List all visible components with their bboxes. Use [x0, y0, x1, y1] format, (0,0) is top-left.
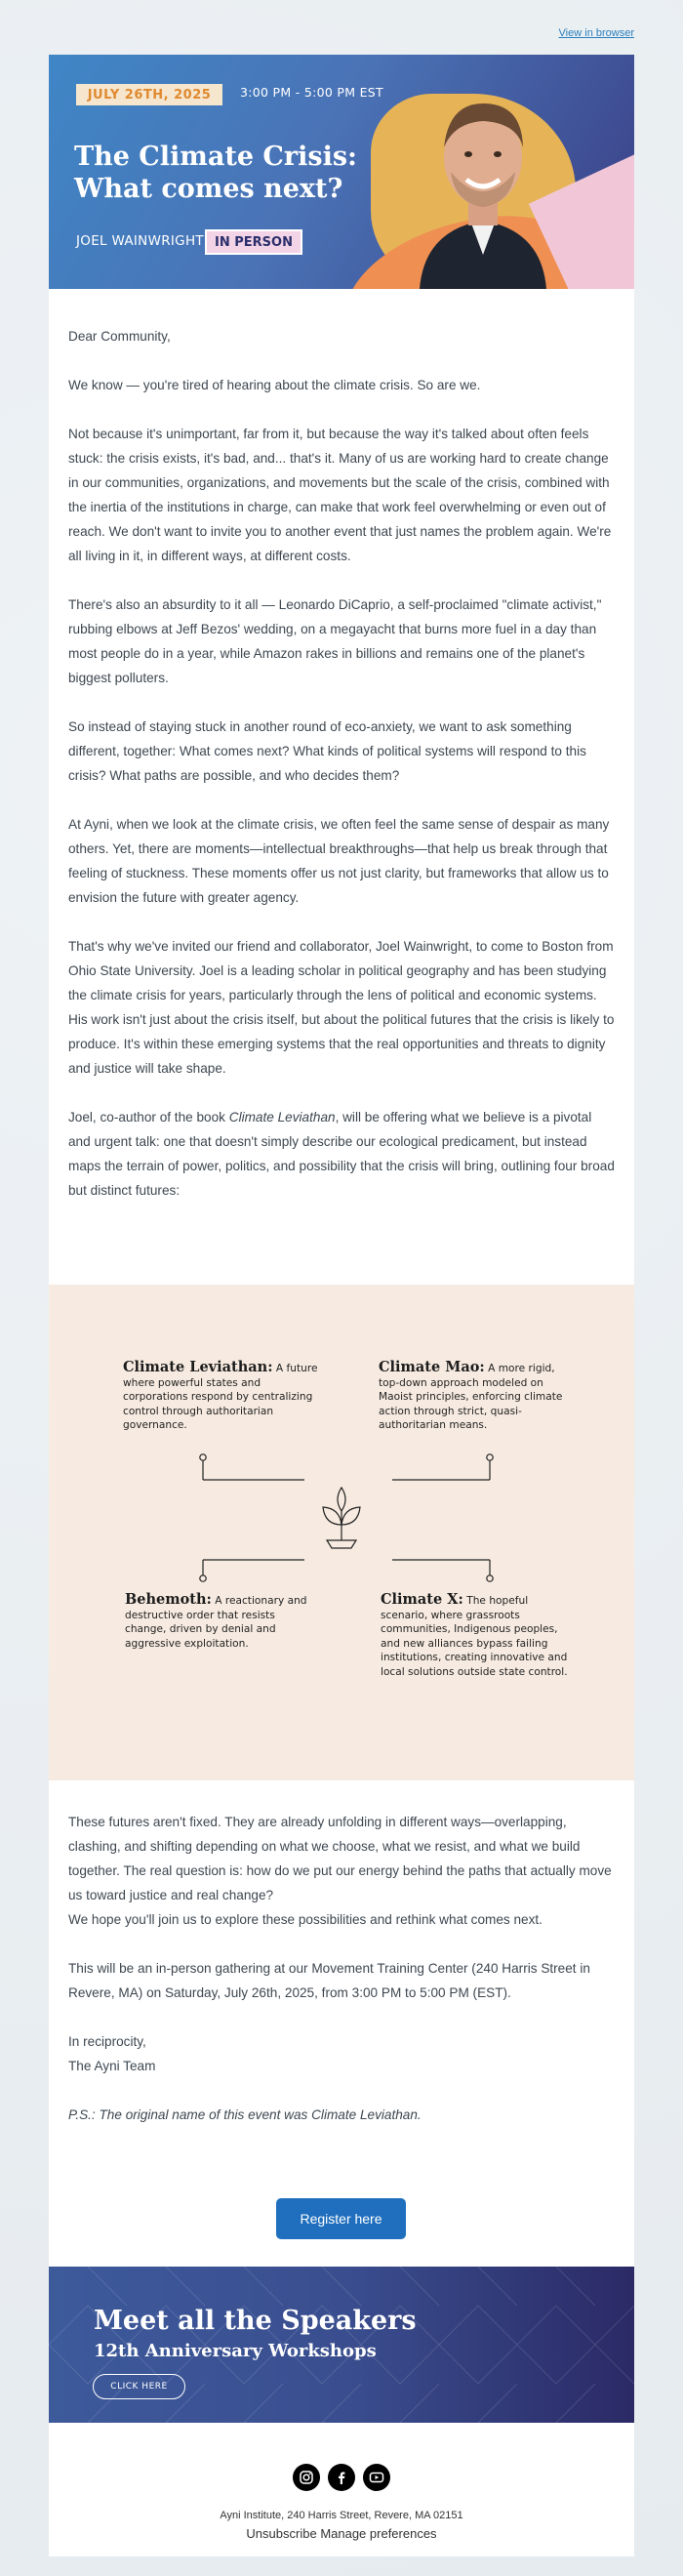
- connector-dot: [200, 1575, 206, 1581]
- unsubscribe-link[interactable]: Unsubscribe: [246, 2526, 317, 2541]
- speakers-banner[interactable]: [49, 2267, 634, 2423]
- paragraph: These futures aren't fixed. They are already unfolding in different ways—overlapping, clashing, and shifting depending on what we choose, what we resist, and what we build together. The real question is: how do we put our energy behind the paths that actually move us toward justice and real change?: [68, 1815, 612, 1902]
- speakers-title: Meet all the Speakers: [94, 2306, 417, 2336]
- paragraph: At Ayni, when we look at the climate crisis, we often feel the same sense of despair as many others. Yet, there are moments—intellectual breakthroughs—that help us break through that feeling of stuckness. These moments offer us not just clarity, but frameworks that allow us to envision the future with greater agency.: [68, 817, 610, 905]
- book-title: Climate Leviathan: [228, 1110, 336, 1124]
- paragraph: We know — you're tired of hearing about the climate crisis. So are we.: [68, 378, 481, 392]
- future-name: Behemoth:: [125, 1591, 212, 1608]
- paragraph: Not because it's unimportant, far from it, but because the way it's talked about often feels stuck: the crisis exists, it's bad, and... that's it. Many of us are working hard to create change in our communities, organizations, and movements but the scale of the crisis, combined with the inertia of the institutions in charge, can make that work feel overwhelming or even out of reach. We don't want to invite you to another event that just names the problem again. We're all living in it, in different ways, at different costs.: [68, 427, 612, 563]
- hero-banner: [49, 55, 634, 289]
- social-links: [293, 2464, 390, 2493]
- event-date: JULY 26TH, 2025: [76, 84, 222, 105]
- paragraph: There's also an absurdity to it all — Leonardo DiCaprio, a self-proclaimed "climate activist," rubbing elbows at Jeff Bezos' wedding, on a megayacht that burns more fuel in a day than most people do in a year, while Amazon rakes in billions and remains one of the planet's biggest polluters.: [68, 597, 602, 685]
- event-time: 3:00 PM - 5:00 PM EST: [240, 85, 383, 100]
- paragraph: This will be an in-person gathering at our Movement Training Center (240 Harris Street in Revere, MA) on Saturday, July 26th, 2025, from 3:00 PM to 5:00 PM (EST).: [68, 1961, 590, 2000]
- event-title-line: What comes next?: [74, 174, 343, 204]
- paragraph: We hope you'll join us to explore these possibilities and rethink what comes next.: [68, 1912, 542, 1927]
- speaker-name: JOEL WAINWRIGHT: [76, 233, 204, 249]
- youtube-icon[interactable]: [363, 2464, 390, 2491]
- future-desc: A future where powerful states and corporations respond by centralizing control through authoritarian governance.: [123, 1363, 318, 1431]
- letter-body: [68, 324, 615, 1227]
- view-in-browser-link[interactable]: View in browser: [558, 27, 634, 39]
- future-desc: A more rigid, top-down approach modeled on Maoist principles, enforcing climate action through strict, quasi-authoritarian means.: [379, 1363, 563, 1431]
- connector-dot: [200, 1454, 206, 1460]
- future-item: [123, 1361, 318, 1433]
- text-span: , will be offering what we believe is a pivotal and urgent talk: one that doesn't simply describe our ecological predicament, but instead maps the terrain of power, politics, and possibility that the crisis will bring, outlining four broad but distinct futures:: [68, 1110, 615, 1198]
- closing-body: [68, 1810, 615, 2151]
- futures-panel: [49, 1285, 634, 1780]
- greeting: Dear Community,: [68, 329, 171, 344]
- connector-dot: [487, 1454, 493, 1460]
- paragraph: That's why we've invited our friend and collaborator, Joel Wainwright, to come to Boston from Ohio State University. Joel is a leading scholar in political geography and has been studying the climate crisis for years, particularly through the lens of political and economic systems. His work isn't just about the crisis itself, but about the political futures that the crisis is likely to produce. It's within these emerging systems that the real opportunities and threats to dignity and justice will take shape.: [68, 939, 615, 1076]
- register-button[interactable]: Register here: [276, 2198, 406, 2239]
- speaker-portrait: [410, 74, 556, 289]
- future-desc: The hopeful scenario, where grassroots communities, Indigenous peoples, and new alliances bypass failing institutions, creating innovative and local solutions outside state control.: [381, 1595, 568, 1678]
- future-item: [125, 1593, 316, 1651]
- text-span: Joel, co-author of the book: [68, 1110, 229, 1124]
- future-name: Climate X:: [381, 1591, 463, 1608]
- instagram-icon[interactable]: [293, 2464, 320, 2491]
- paragraph: So instead of staying stuck in another round of eco-anxiety, we want to ask something different, together: What comes next? What kinds of political systems will respond to this crisis? What paths are possible, and who decides them?: [68, 719, 586, 783]
- future-name: Climate Leviathan:: [123, 1359, 273, 1375]
- signoff: The Ayni Team: [68, 2059, 156, 2073]
- footer-address: Ayni Institute, 240 Harris Street, Revere, MA 02151: [220, 2510, 463, 2521]
- manage-preferences-link[interactable]: Manage preferences: [320, 2526, 437, 2541]
- event-title-line: The Climate Crisis:: [74, 142, 358, 172]
- signoff: In reciprocity,: [68, 2034, 146, 2049]
- postscript: [68, 2103, 615, 2127]
- future-name: Climate Mao:: [379, 1359, 485, 1375]
- facebook-icon[interactable]: [328, 2464, 355, 2491]
- future-item: [379, 1361, 574, 1433]
- footer-links: [49, 2526, 634, 2541]
- future-item: [381, 1593, 576, 1679]
- click-here-button[interactable]: CLICK HERE: [93, 2374, 185, 2399]
- speakers-subtitle: 12th Anniversary Workshops: [94, 2341, 377, 2361]
- paragraph: [68, 1105, 615, 1203]
- event-title: [74, 141, 367, 205]
- sprout-icon: [323, 1488, 360, 1548]
- event-mode-badge: IN PERSON: [205, 229, 302, 255]
- future-desc: A reactionary and destructive order that resists change, driven by denial and aggressive exploitation.: [125, 1595, 307, 1650]
- connector-dot: [487, 1575, 493, 1581]
- email-container: [49, 55, 634, 2556]
- postscript-text: P.S.: The original name of this event was Climate Leviathan.: [68, 2107, 422, 2122]
